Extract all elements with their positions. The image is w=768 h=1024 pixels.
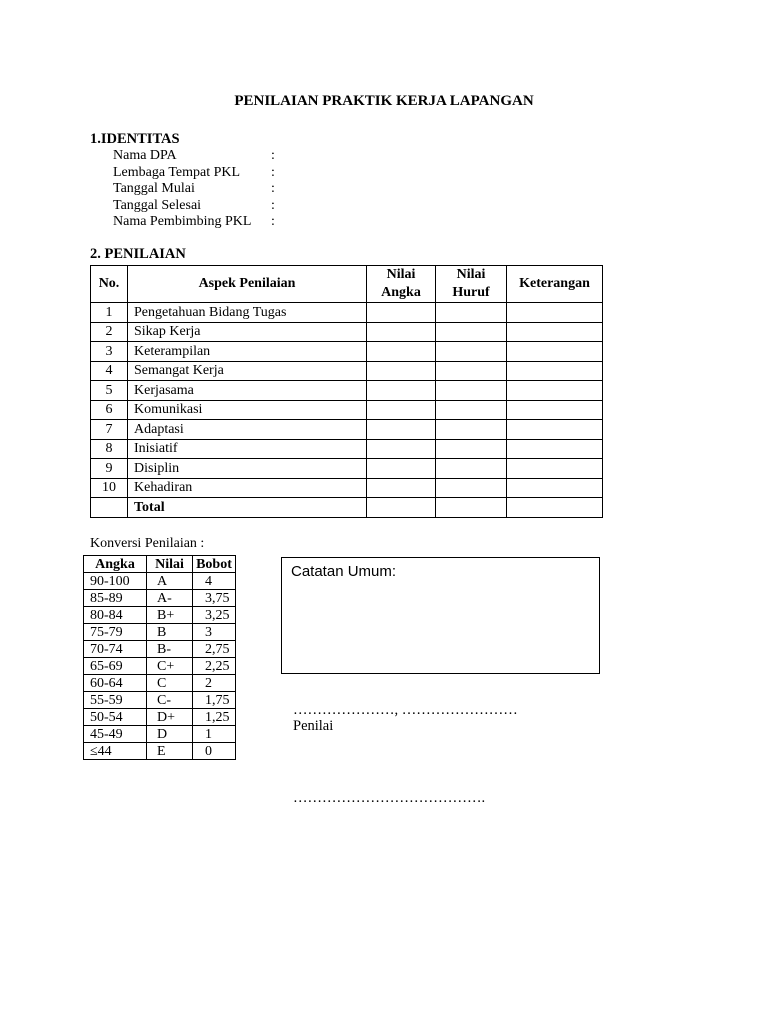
row-aspek: Komunikasi [128,400,367,420]
header-keterangan: Keterangan [507,266,603,303]
konversi-angka: 75-79 [84,624,147,641]
konversi-row [84,675,236,692]
penilaian-header-row [91,266,603,303]
identitas-field-colon: : [271,181,275,197]
row-keterangan-cell[interactable] [507,400,603,420]
identitas-heading: 1.IDENTITAS [90,131,180,147]
catatan-umum-label: Catatan Umum: [291,563,397,580]
total-row [91,498,603,518]
konversi-bobot: 2,75 [193,641,236,658]
row-keterangan-cell[interactable] [507,478,603,498]
header-nilai-angka [367,266,436,303]
row-aspek: Sikap Kerja [128,322,367,342]
table-row [91,400,603,420]
row-no: 2 [91,322,128,342]
konversi-angka: 90-100 [84,573,147,590]
row-nilai-angka-cell[interactable] [367,439,436,459]
konversi-header-row [84,556,236,573]
konversi-angka: 55-59 [84,692,147,709]
konversi-nilai: B [147,624,193,641]
row-nilai-angka-cell[interactable] [367,381,436,401]
row-aspek: Adaptasi [128,420,367,440]
konversi-row [84,624,236,641]
header-nilai-angka-line1: Nilai [386,267,416,282]
row-nilai-angka-cell[interactable] [367,303,436,323]
konversi-table [83,555,236,760]
konversi-angka: 60-64 [84,675,147,692]
konversi-row [84,641,236,658]
konversi-angka: 45-49 [84,726,147,743]
header-nilai-huruf-line2: Huruf [452,285,490,300]
konversi-row [84,573,236,590]
konversi-bobot: 1 [193,726,236,743]
konversi-angka: 70-74 [84,641,147,658]
konversi-nilai: A [147,573,193,590]
identitas-field-lembaga [113,165,281,182]
row-nilai-huruf-cell[interactable] [436,342,507,362]
row-no: 10 [91,478,128,498]
total-keterangan-cell[interactable] [507,498,603,518]
total-nilai-angka-cell[interactable] [367,498,436,518]
row-no: 7 [91,420,128,440]
row-aspek: Pengetahuan Bidang Tugas [128,303,367,323]
konversi-body [84,573,236,760]
konversi-angka: 85-89 [84,590,147,607]
konversi-row [84,726,236,743]
row-nilai-huruf-cell[interactable] [436,381,507,401]
identitas-field-tanggal-selesai [113,198,281,215]
identitas-field-colon: : [271,148,275,163]
identitas-fields [113,148,281,231]
table-row [91,322,603,342]
row-nilai-huruf-cell[interactable] [436,400,507,420]
konversi-angka: 50-54 [84,709,147,726]
konversi-row [84,590,236,607]
row-nilai-angka-cell[interactable] [367,342,436,362]
header-aspek: Aspek Penilaian [128,266,367,303]
identitas-field-colon: : [271,164,275,180]
place-date-line: …………………, …………………… [293,702,518,718]
konversi-nilai: D+ [147,709,193,726]
penilai-label: Penilai [293,718,334,734]
row-no: 4 [91,361,128,381]
row-nilai-huruf-cell[interactable] [436,478,507,498]
identitas-field-colon: : [271,197,275,213]
identitas-field-label: Lembaga Tempat PKL [113,164,241,180]
row-keterangan-cell[interactable] [507,420,603,440]
catatan-umum-box[interactable] [281,557,600,674]
identitas-field-label: Tanggal Mulai [113,181,195,197]
konversi-nilai: E [147,743,193,760]
konversi-nilai: C [147,675,193,692]
konversi-bobot: 1,75 [193,692,236,709]
row-nilai-huruf-cell[interactable] [436,322,507,342]
konversi-nilai: C- [147,692,193,709]
konversi-nilai: A- [147,590,193,607]
row-keterangan-cell[interactable] [507,322,603,342]
row-nilai-angka-cell[interactable] [367,478,436,498]
document-title: PENILAIAN PRAKTIK KERJA LAPANGAN [234,93,534,109]
konversi-label: Konversi Penilaian : [90,536,205,551]
identitas-field-label: Tanggal Selesai [113,197,202,213]
row-aspek: Kerjasama [128,381,367,401]
konversi-bobot: 1,25 [193,709,236,726]
konversi-nilai: B- [147,641,193,658]
row-nilai-angka-cell[interactable] [367,361,436,381]
table-row [91,342,603,362]
row-no: 3 [91,342,128,362]
konversi-angka: 80-84 [84,607,147,624]
row-aspek: Inisiatif [128,439,367,459]
row-no: 1 [91,303,128,323]
identitas-field-label: Nama DPA [113,148,177,163]
konversi-row [84,709,236,726]
row-nilai-angka-cell[interactable] [367,420,436,440]
identitas-field-colon: : [271,214,275,230]
table-row [91,439,603,459]
header-nilai-huruf [436,266,507,303]
row-keterangan-cell[interactable] [507,361,603,381]
konversi-header-angka: Angka [84,556,147,573]
row-keterangan-cell[interactable] [507,439,603,459]
row-aspek: Kehadiran [128,478,367,498]
konversi-row [84,607,236,624]
table-row [91,381,603,401]
konversi-bobot: 2 [193,675,236,692]
penilaian-body [91,303,603,518]
header-nilai-huruf-line1: Nilai [456,267,486,282]
total-nilai-huruf-cell[interactable] [436,498,507,518]
row-nilai-angka-cell[interactable] [367,400,436,420]
penilaian-table [90,265,603,518]
row-nilai-angka-cell[interactable] [367,459,436,479]
konversi-header-nilai: Nilai [147,556,193,573]
identitas-field-label: Nama Pembimbing PKL [113,214,252,230]
konversi-bobot: 3,25 [193,607,236,624]
row-no: 6 [91,400,128,420]
konversi-angka: 65-69 [84,658,147,675]
header-no: No. [91,266,128,303]
row-nilai-huruf-cell[interactable] [436,420,507,440]
konversi-header-bobot: Bobot [193,556,236,573]
table-row [91,459,603,479]
konversi-row [84,692,236,709]
row-no: 8 [91,439,128,459]
table-row [91,361,603,381]
identitas-field-nama-dpa [113,148,281,165]
row-nilai-huruf-cell[interactable] [436,439,507,459]
konversi-nilai: B+ [147,607,193,624]
signature-name-line: …………………………………. [293,790,486,806]
row-no: 9 [91,459,128,479]
row-keterangan-cell[interactable] [507,342,603,362]
konversi-bobot: 3 [193,624,236,641]
row-aspek: Keterampilan [128,342,367,362]
konversi-nilai: C+ [147,658,193,675]
row-keterangan-cell[interactable] [507,459,603,479]
konversi-bobot: 0 [193,743,236,760]
row-nilai-huruf-cell[interactable] [436,361,507,381]
konversi-row [84,743,236,760]
konversi-angka: ≤44 [84,743,147,760]
konversi-bobot: 3,75 [193,590,236,607]
row-keterangan-cell[interactable] [507,381,603,401]
header-nilai-angka-line2: Angka [381,285,421,300]
table-row [91,478,603,498]
row-nilai-huruf-cell[interactable] [436,459,507,479]
konversi-bobot: 4 [193,573,236,590]
total-label: Total [128,498,367,518]
penilaian-heading: 2. PENILAIAN [90,246,186,262]
table-row [91,420,603,440]
row-keterangan-cell[interactable] [507,303,603,323]
table-row [91,303,603,323]
row-nilai-huruf-cell[interactable] [436,303,507,323]
identitas-field-pembimbing [113,214,281,231]
identitas-field-tanggal-mulai [113,181,281,198]
konversi-nilai: D [147,726,193,743]
row-aspek: Disiplin [128,459,367,479]
row-nilai-angka-cell[interactable] [367,322,436,342]
row-aspek: Semangat Kerja [128,361,367,381]
konversi-bobot: 2,25 [193,658,236,675]
total-no-cell [91,498,128,518]
row-no: 5 [91,381,128,401]
konversi-row [84,658,236,675]
